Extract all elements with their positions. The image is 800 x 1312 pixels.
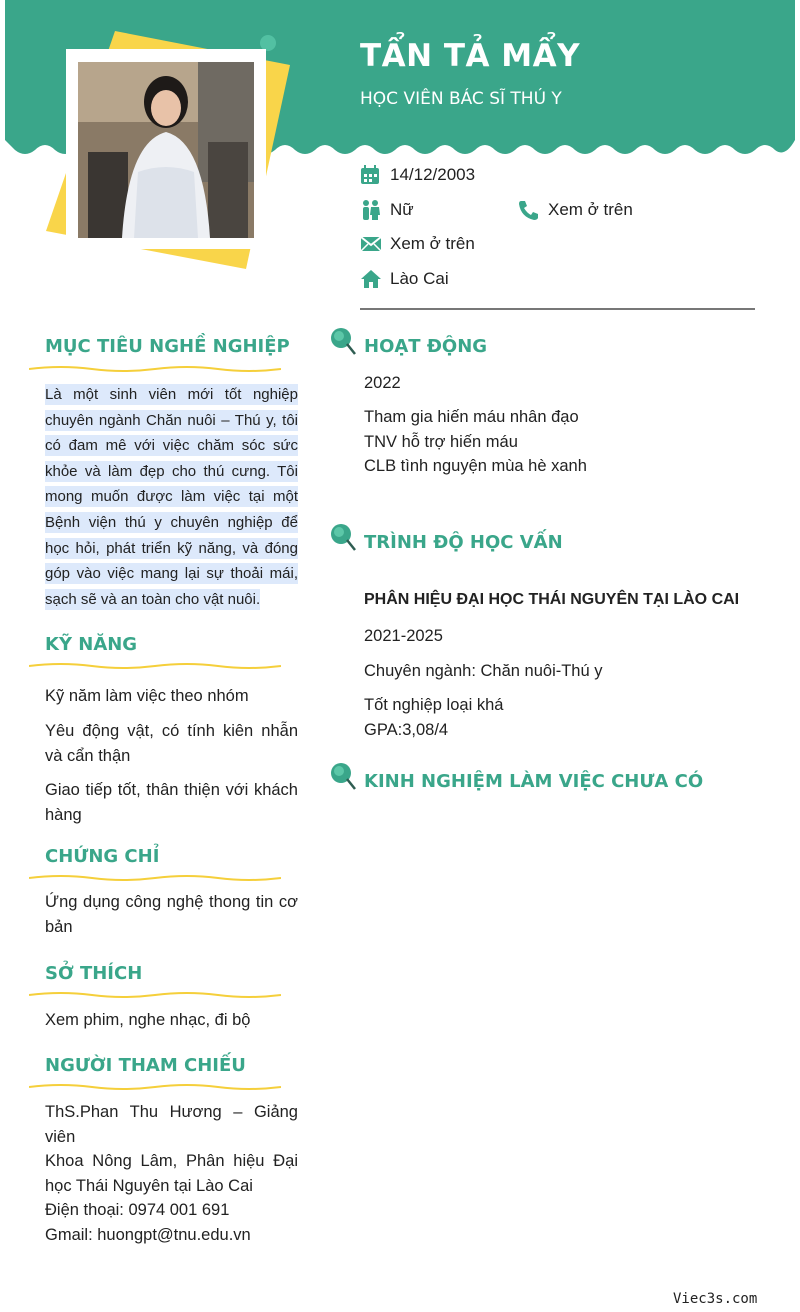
education-gpa: GPA:3,08/4 — [364, 721, 449, 739]
education-grade: Tốt nghiệp loại khá — [364, 696, 504, 714]
section-underline — [29, 990, 281, 1000]
education-major: Chuyên ngành: Chăn nuôi-Thú y — [364, 662, 603, 680]
skills-title: KỸ NĂNG — [45, 634, 138, 655]
address-row — [360, 269, 449, 289]
education-title: TRÌNH ĐỘ HỌC VẤN — [364, 532, 563, 553]
home-icon — [360, 269, 382, 289]
experience-title: KINH NGHIỆM LÀM VIỆC CHƯA CÓ — [364, 771, 704, 792]
skill-item: Yêu động vật, có tính kiên nhẫn và cẩn thận — [45, 722, 298, 765]
section-underline — [29, 661, 281, 671]
pushpin-icon — [329, 761, 357, 791]
references-title: NGƯỜI THAM CHIẾU — [45, 1055, 246, 1076]
pushpin-icon — [329, 522, 357, 552]
info-divider — [360, 308, 755, 310]
calendar-icon — [360, 165, 382, 185]
watermark: Viec3s.com — [673, 1291, 758, 1307]
certificates-title: CHỨNG CHỈ — [45, 846, 160, 867]
dob-row — [360, 165, 475, 185]
reference-phone: Điện thoại: 0974 001 691 — [45, 1201, 230, 1219]
objective-title: MỤC TIÊU NGHỀ NGHIỆP — [45, 336, 290, 357]
phone-row — [518, 200, 633, 220]
profile-photo — [78, 62, 254, 238]
dob-value: 14/12/2003 — [390, 165, 476, 184]
address-value: Lào Cai — [390, 269, 449, 288]
activity-item: CLB tình nguyện mùa hè xanh — [364, 457, 587, 475]
email-row — [360, 234, 475, 254]
objective-text-content: Là một sinh viên mới tốt nghiệp chuyên ngành Chăn nuôi – Thú y, tôi có đam mê với việc chăm sóc sức khỏe và làm đẹp cho thú cưng. Tôi mong muốn được làm việc tại một Bệnh viện thú y chuyên nghiệp để học hỏi, phát triển kỹ năng, và đóng góp vào việc mang lại sự thoải mái, sạch sẽ và an toàn cho vật nuôi. — [45, 386, 298, 608]
envelope-icon — [360, 234, 382, 254]
activities-title: HOẠT ĐỘNG — [364, 336, 488, 357]
section-underline — [29, 364, 281, 374]
section-underline — [29, 1082, 281, 1092]
education-school: PHÂN HIỆU ĐẠI HỌC THÁI NGUYÊN TẠI LÀO CAI — [364, 591, 740, 608]
gender-icon — [360, 200, 382, 220]
reference-name: ThS.Phan Thu Hương – Giảng viên — [45, 1103, 298, 1146]
pushpin-icon — [329, 326, 357, 356]
objective-text — [45, 382, 298, 612]
gender-row — [360, 200, 414, 220]
activity-item: Tham gia hiến máu nhân đạo — [364, 408, 579, 426]
education-period: 2021-2025 — [364, 627, 443, 645]
hobby-item: Xem phim, nghe nhạc, đi bộ — [45, 1011, 251, 1029]
phone-value: Xem ở trên — [548, 200, 633, 219]
reference-email: Gmail: huongpt@tnu.edu.vn — [45, 1226, 251, 1244]
reference-org: Khoa Nông Lâm, Phân hiệu Đại học Thái Nguyên tại Lào Cai — [45, 1152, 298, 1195]
phone-icon — [518, 200, 540, 220]
section-underline — [29, 873, 281, 883]
candidate-name: TẨN TẢ MẨY — [360, 38, 581, 74]
skill-item: Giao tiếp tốt, thân thiện với khách hàng — [45, 781, 298, 824]
email-value: Xem ở trên — [390, 234, 475, 253]
hobbies-title: SỞ THÍCH — [45, 963, 143, 984]
candidate-title: HỌC VIÊN BÁC SĨ THÚ Y — [360, 89, 562, 109]
certificate-item: Ứng dụng công nghệ thong tin cơ bản — [45, 893, 298, 936]
activities-year: 2022 — [364, 374, 401, 392]
gender-value: Nữ — [390, 200, 414, 219]
activity-item: TNV hỗ trợ hiến máu — [364, 433, 518, 451]
skill-item: Kỹ năm làm việc theo nhóm — [45, 687, 249, 705]
